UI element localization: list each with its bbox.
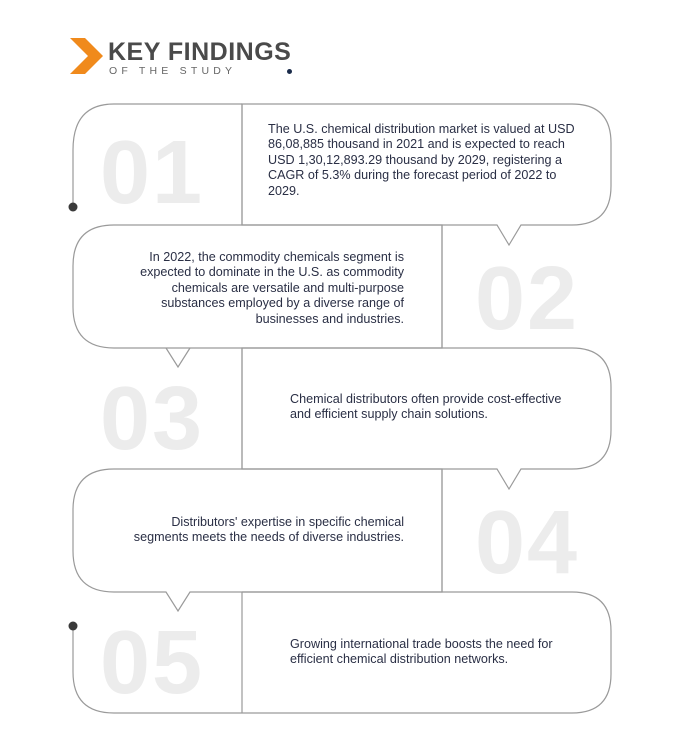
finding-text-3: Chemical distributors often provide cost-effective and efficient supply chain solutions.	[290, 392, 562, 422]
finding-text-2: In 2022, the commodity chemicals segment is expected to dominate in the U.S. as commodity chemicals are versatile and multi-purpose substances employed by a diverse range of businesses and industries.	[140, 250, 404, 326]
page-subtitle: OF THE STUDY	[109, 65, 237, 77]
finding-number-5: 05	[100, 613, 205, 713]
timeline-dot-bottom	[69, 622, 78, 631]
finding-number-3: 03	[100, 369, 205, 469]
finding-text-4: Distributors' expertise in specific chemical segments meets the needs of diverse industries.	[133, 515, 404, 545]
finding-number-1: 01	[100, 123, 205, 223]
timeline-dot-top	[69, 203, 78, 212]
finding-text-5: Growing international trade boosts the need for efficient chemical distribution networks.	[290, 637, 553, 667]
finding-number-4: 04	[475, 493, 580, 593]
finding-number-2: 02	[475, 249, 580, 349]
finding-box-2-tail	[166, 348, 190, 367]
page-title: KEY FINDINGS	[108, 38, 292, 66]
finding-text-1: The U.S. chemical distribution market is valued at USD 86,08,885 thousand in 2021 and is expected to reach USD 1,30,12,893.29 thousand by 2029, registering a CAGR of 5.3% during the forecast period of 2022 to 2029.	[268, 122, 575, 198]
